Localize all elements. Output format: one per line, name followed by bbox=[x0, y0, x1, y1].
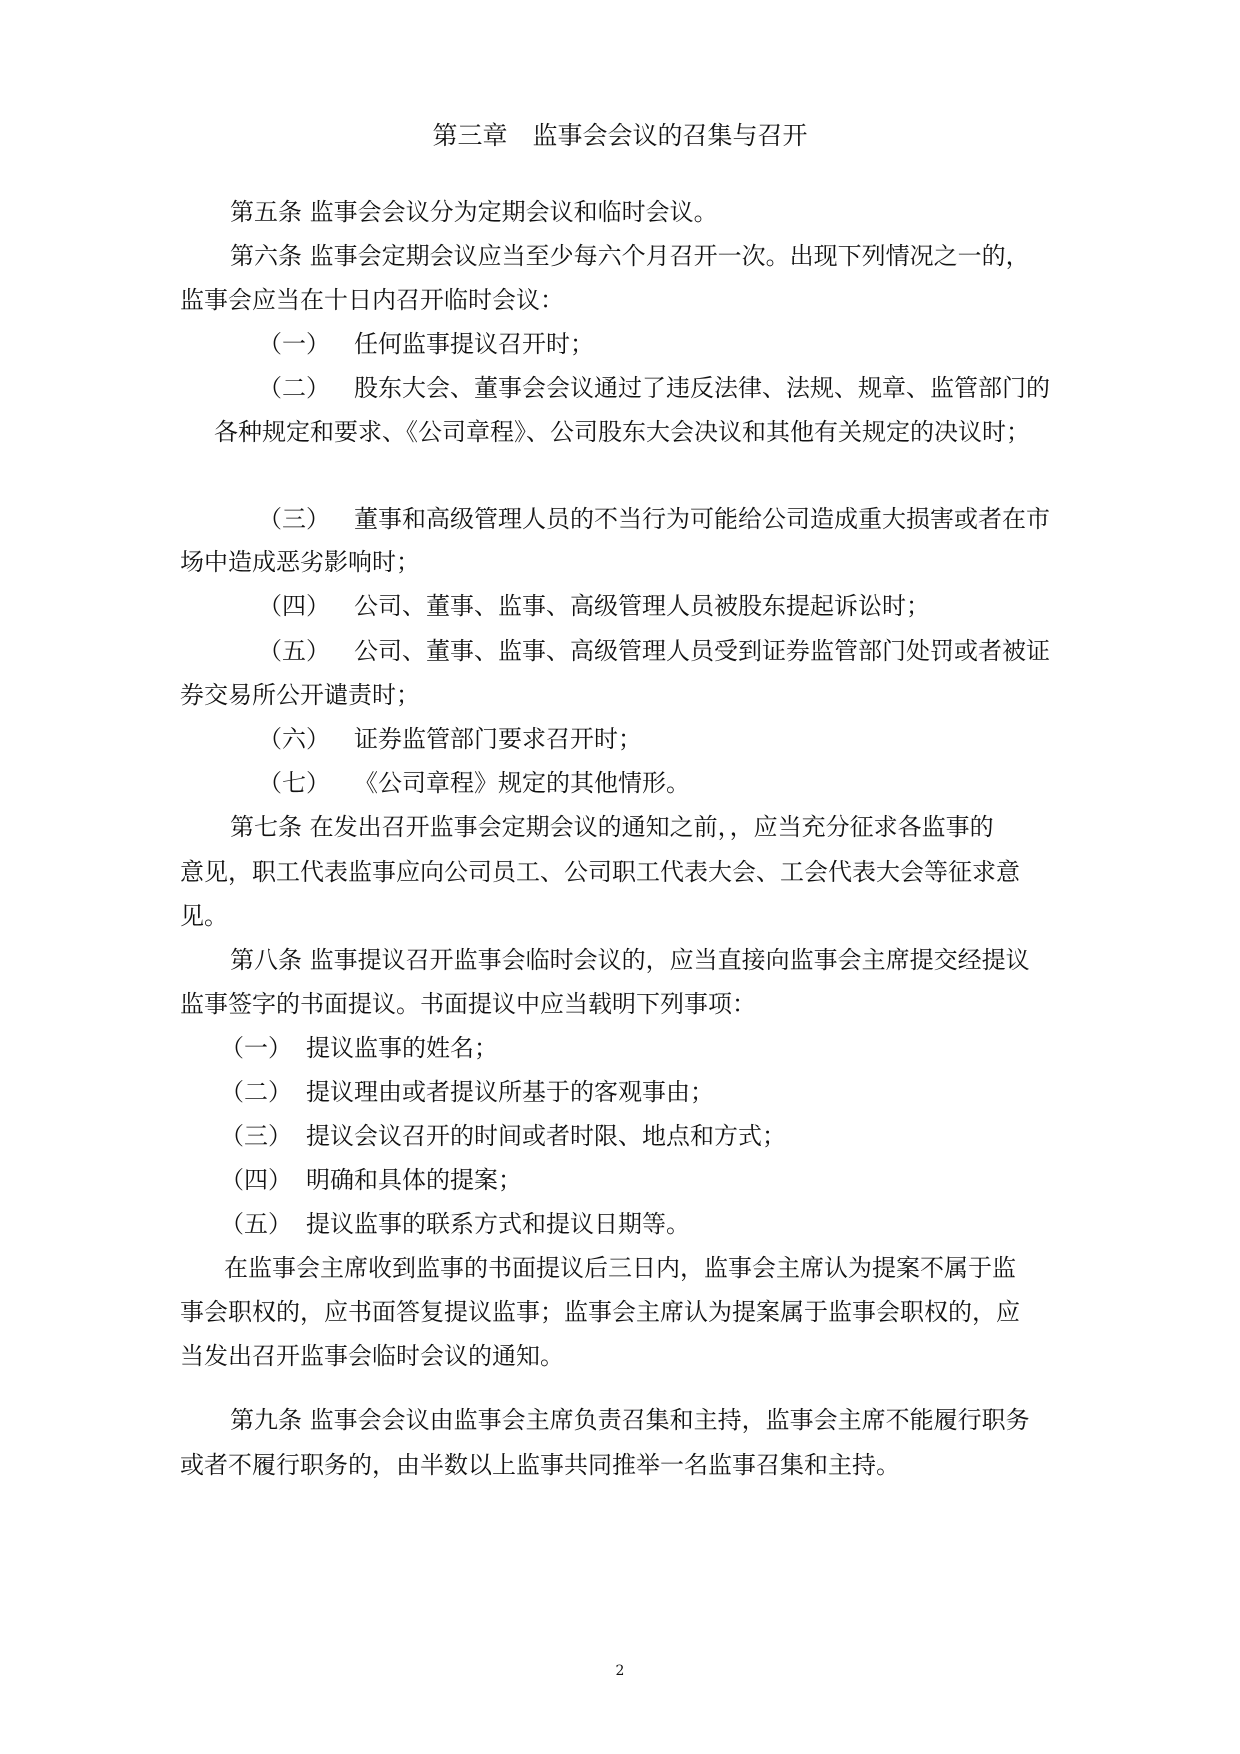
item-text: 提议理由或者提议所基于的客观事由； bbox=[306, 1078, 714, 1106]
article-6-item bbox=[258, 504, 1050, 534]
article-8-item bbox=[220, 1121, 786, 1151]
article-8-line-1: 第八条 监事提议召开监事会临时会议的，应当直接向监事会主席提交经提议 bbox=[230, 946, 1030, 974]
item-text: 提议监事的联系方式和提议日期等。 bbox=[306, 1210, 690, 1238]
article-7-line-1: 第七条 在发出召开监事会定期会议的通知之前，，应当充分征求各监事的 bbox=[230, 813, 994, 841]
article-6-item bbox=[258, 636, 1050, 666]
article-9-line-2: 或者不履行职务的，由半数以上监事共同推举一名监事召集和主持。 bbox=[180, 1451, 900, 1479]
item-text: 公司、董事、监事、高级管理人员被股东提起诉讼时； bbox=[354, 592, 930, 620]
item-mark: （三） bbox=[220, 1122, 292, 1150]
item-text: 公司、董事、监事、高级管理人员受到证券监管部门处罚或者被证 bbox=[354, 637, 1050, 665]
item-text: 提议会议召开的时间或者时限、地点和方式； bbox=[306, 1122, 786, 1150]
article-5: 第五条 监事会会议分为定期会议和临时会议。 bbox=[230, 198, 718, 226]
item-text: 股东大会、董事会会议通过了违反法律、法规、规章、监管部门的 bbox=[354, 374, 1050, 402]
item-text: 董事和高级管理人员的不当行为可能给公司造成重大损害或者在市 bbox=[354, 505, 1050, 533]
item-mark: （一） bbox=[220, 1034, 292, 1062]
article-6-line-2: 监事会应当在十日内召开临时会议： bbox=[180, 286, 564, 314]
article-6-item bbox=[258, 329, 594, 359]
item-mark: （四） bbox=[220, 1166, 292, 1194]
article-8-tail-line-3: 当发出召开监事会临时会议的通知。 bbox=[180, 1342, 564, 1370]
item-text: 《公司章程》规定的其他情形。 bbox=[354, 769, 690, 797]
article-6-item-continuation: 券交易所公开谴责时； bbox=[180, 681, 420, 709]
article-6-item bbox=[258, 724, 642, 754]
article-7-line-2: 意见，职工代表监事应向公司员工、公司职工代表大会、工会代表大会等征求意 bbox=[180, 858, 1020, 886]
article-6-item bbox=[258, 591, 930, 621]
item-mark: （二） bbox=[220, 1078, 292, 1106]
item-text: 任何监事提议召开时； bbox=[354, 330, 594, 358]
article-7-line-3: 见。 bbox=[180, 902, 228, 930]
article-8-tail-line-2: 事会职权的，应书面答复提议监事；监事会主席认为提案属于监事会职权的，应 bbox=[180, 1298, 1020, 1326]
item-text: 明确和具体的提案； bbox=[306, 1166, 522, 1194]
item-mark: （五） bbox=[220, 1210, 292, 1238]
item-mark: （一） bbox=[258, 330, 330, 358]
article-6-item bbox=[258, 768, 690, 798]
item-mark: （七） bbox=[258, 769, 330, 797]
page-number: 2 bbox=[615, 1663, 625, 1679]
item-text: 提议监事的姓名； bbox=[306, 1034, 498, 1062]
article-8-tail-line-1: 在监事会主席收到监事的书面提议后三日内，监事会主席认为提案不属于监 bbox=[224, 1254, 1016, 1282]
item-text: 证券监管部门要求召开时； bbox=[354, 725, 642, 753]
article-9-line-1: 第九条 监事会会议由监事会主席负责召集和主持，监事会主席不能履行职务 bbox=[230, 1406, 1030, 1434]
item-mark: （三） bbox=[258, 505, 330, 533]
article-6-item bbox=[258, 373, 1050, 403]
item-mark: （四） bbox=[258, 592, 330, 620]
article-8-item bbox=[220, 1209, 690, 1239]
item-mark: （五） bbox=[258, 637, 330, 665]
article-6-item-continuation: 各种规定和要求、《公司章程》、公司股东大会决议和其他有关规定的决议时； bbox=[214, 418, 1030, 446]
article-6-line-1: 第六条 监事会定期会议应当至少每六个月召开一次。出现下列情况之一的， bbox=[230, 242, 1030, 270]
article-6-item-continuation: 场中造成恶劣影响时； bbox=[180, 548, 420, 576]
article-8-item bbox=[220, 1165, 522, 1195]
article-8-line-2: 监事签字的书面提议。书面提议中应当载明下列事项： bbox=[180, 990, 756, 1018]
item-mark: （六） bbox=[258, 725, 330, 753]
chapter-title: 第三章 监事会会议的召集与召开 bbox=[432, 121, 808, 150]
article-8-item bbox=[220, 1033, 498, 1063]
article-8-item bbox=[220, 1077, 714, 1107]
item-mark: （二） bbox=[258, 374, 330, 402]
